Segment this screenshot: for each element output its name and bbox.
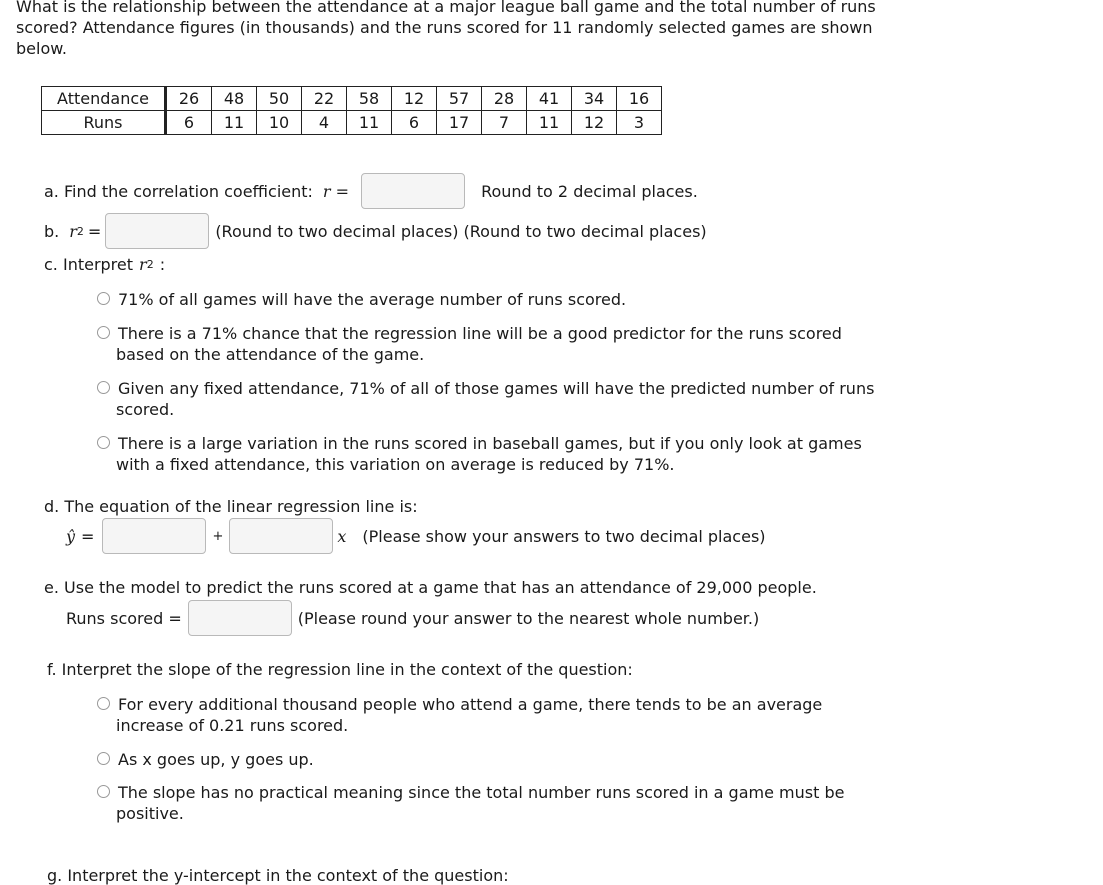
correlation-input[interactable] — [361, 173, 465, 209]
part-f-option[interactable] — [97, 749, 887, 770]
option-text: The slope has no practical meaning since the total number runs scored in a game must be positive. — [116, 783, 845, 823]
part-d-label: d. The equation of the linear regression line is: — [44, 497, 418, 516]
part-c-option[interactable] — [97, 289, 887, 310]
attendance-cell: 34 — [572, 87, 617, 111]
attendance-cell: 16 — [617, 87, 662, 111]
part-f — [47, 660, 633, 679]
option-text: 71% of all games will have the average number of runs scored. — [118, 290, 627, 309]
radio-button[interactable] — [97, 697, 110, 710]
attendance-cell: 58 — [347, 87, 392, 111]
part-b — [44, 213, 707, 249]
part-e-label: e. Use the model to predict the runs scored at a game that has an attendance of 29,000 people. — [44, 578, 817, 597]
option-text: As x goes up, y goes up. — [118, 750, 314, 769]
runs-cell: 17 — [437, 111, 482, 135]
runs-header: Runs — [42, 111, 166, 135]
attendance-cell: 41 — [527, 87, 572, 111]
radio-button[interactable] — [97, 436, 110, 449]
part-c-label: c. Interpret — [44, 255, 134, 274]
slope-input[interactable] — [229, 518, 333, 554]
part-g — [47, 866, 509, 885]
runs-cell: 11 — [347, 111, 392, 135]
question-intro: What is the relationship between the attendance at a major league ball game and the total number of runs scored? Attendance figures (in thousands) and the runs scored for 11 randomly selected games are shown below. — [16, 0, 876, 58]
part-a-label: a. Find the correlation coefficient: — [44, 181, 313, 201]
radio-button[interactable] — [97, 292, 110, 305]
radio-button[interactable] — [97, 752, 110, 765]
attendance-cell: 26 — [166, 87, 212, 111]
part-a — [44, 173, 698, 209]
attendance-cell: 22 — [302, 87, 347, 111]
part-b-exponent: 2 — [76, 224, 84, 238]
runs-cell: 11 — [212, 111, 257, 135]
runs-cell: 6 — [392, 111, 437, 135]
plus-sign: + — [212, 528, 224, 544]
part-e-hint: (Please round your answer to the nearest whole number.) — [297, 608, 760, 628]
attendance-row — [42, 87, 662, 111]
part-c-exponent: 2 — [146, 258, 154, 271]
runs-row — [42, 111, 662, 135]
part-b-equals: = — [87, 221, 102, 241]
attendance-cell: 57 — [437, 87, 482, 111]
attendance-cell: 50 — [257, 87, 302, 111]
part-c-var: r — [139, 255, 147, 274]
runs-scored-label: Runs scored = — [66, 608, 182, 628]
runs-cell: 10 — [257, 111, 302, 135]
part-b-hint: (Round to two decimal places) (Round to two decimal places) — [215, 221, 707, 241]
runs-cell: 4 — [302, 111, 347, 135]
part-f-label: f. Interpret the slope of the regression line in the context of the question: — [47, 660, 633, 679]
part-c-option[interactable] — [97, 378, 887, 420]
attendance-cell: 28 — [482, 87, 527, 111]
option-text: For every additional thousand people who attend a game, there tends to be an average increase of 0.21 runs scored. — [116, 695, 823, 735]
part-d-hint: (Please show your answers to two decimal places) — [362, 526, 766, 546]
radio-button[interactable] — [97, 785, 110, 798]
option-text: There is a 71% chance that the regression line will be a good predictor for the runs scored based on the attendance of the game. — [116, 324, 842, 364]
part-c-colon: : — [159, 255, 166, 274]
part-e — [44, 578, 817, 597]
y-hat: ŷ — [66, 526, 76, 546]
attendance-header: Attendance — [42, 87, 166, 111]
part-b-label: b. — [44, 221, 60, 241]
part-d-equals: = — [81, 526, 95, 546]
part-f-option[interactable] — [97, 782, 887, 824]
part-c — [44, 255, 165, 274]
radio-button[interactable] — [97, 326, 110, 339]
option-text: There is a large variation in the runs scored in baseball games, but if you only look at games with a fixed attendance, this variation on average is reduced by 71%. — [116, 434, 862, 474]
runs-cell: 11 — [527, 111, 572, 135]
part-f-option[interactable] — [97, 694, 887, 736]
runs-cell: 12 — [572, 111, 617, 135]
part-c-option[interactable] — [97, 433, 887, 475]
part-d-equation — [66, 518, 766, 554]
data-table — [41, 86, 662, 135]
part-c-option[interactable] — [97, 323, 887, 365]
intercept-input[interactable] — [102, 518, 206, 554]
radio-button[interactable] — [97, 381, 110, 394]
x-variable: x — [337, 526, 347, 546]
part-e-answer — [66, 600, 759, 636]
attendance-cell: 48 — [212, 87, 257, 111]
attendance-cell: 12 — [392, 87, 437, 111]
runs-cell: 3 — [617, 111, 662, 135]
runs-cell: 6 — [166, 111, 212, 135]
runs-scored-input[interactable] — [188, 600, 292, 636]
option-text: Given any fixed attendance, 71% of all of those games will have the predicted number of runs scored. — [116, 379, 875, 419]
r-squared-input[interactable] — [105, 213, 209, 249]
part-b-var: r — [69, 221, 77, 241]
runs-cell: 7 — [482, 111, 527, 135]
part-g-label: g. Interpret the y-intercept in the context of the question: — [47, 866, 509, 885]
part-a-hint: Round to 2 decimal places. — [481, 181, 698, 201]
part-a-var: r = — [322, 181, 350, 201]
part-d — [44, 497, 418, 516]
